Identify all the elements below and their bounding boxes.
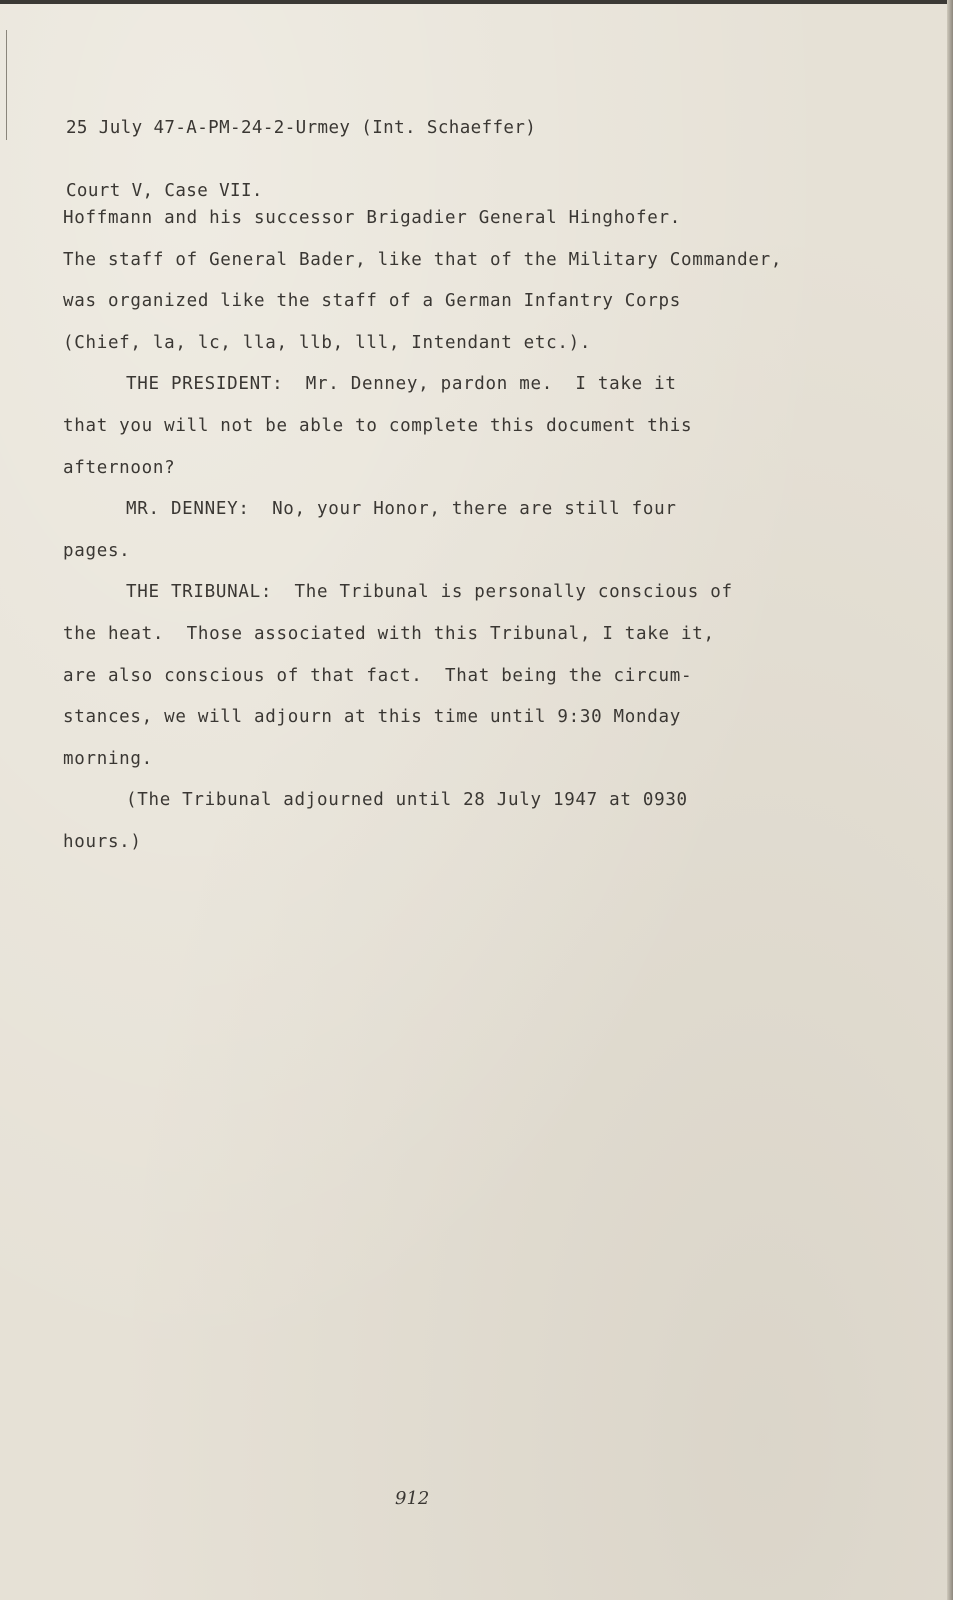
header-line-session: 25 July 47-A-PM-24-2-Urmey (Int. Schaeffer) xyxy=(66,118,537,138)
transcript-line: (Chief, la, lc, lla, llb, lll, Intendant etc.). xyxy=(63,332,592,353)
transcript-line-tribunal: THE TRIBUNAL: The Tribunal is personally conscious of xyxy=(126,582,733,603)
transcript-line: are also conscious of that fact. That being the circum- xyxy=(63,665,693,686)
transcript-line-adjournment: (The Tribunal adjourned until 28 July 1947 at 0930 xyxy=(126,790,688,811)
transcript-line: afternoon? xyxy=(63,457,176,478)
transcript-line: morning. xyxy=(63,748,153,769)
transcript-line-president: THE PRESIDENT: Mr. Denney, pardon me. I take it xyxy=(126,374,677,395)
transcript-line: that you will not be able to complete this document this xyxy=(63,415,693,436)
transcript-line: pages. xyxy=(63,540,131,561)
transcript-line-denney: MR. DENNEY: No, your Honor, there are still four xyxy=(126,499,677,520)
transcript-line: The staff of General Bader, like that of the Military Commander, xyxy=(63,249,783,270)
scan-top-edge xyxy=(0,0,953,4)
page-number: 912 xyxy=(395,1488,430,1509)
transcript-line: the heat. Those associated with this Tribunal, I take it, xyxy=(63,623,715,644)
scan-left-mark xyxy=(6,30,7,140)
transcript-body xyxy=(63,198,863,864)
transcript-line: was organized like the staff of a German Infantry Corps xyxy=(63,291,681,312)
scan-right-edge xyxy=(947,0,953,1600)
transcript-line: stances, we will adjourn at this time until 9:30 Monday xyxy=(63,707,681,728)
transcript-line: Hoffmann and his successor Brigadier General Hinghofer. xyxy=(63,208,681,228)
header-line-case: Court V, Case VII. xyxy=(66,181,263,201)
transcript-line: hours.) xyxy=(63,831,142,852)
